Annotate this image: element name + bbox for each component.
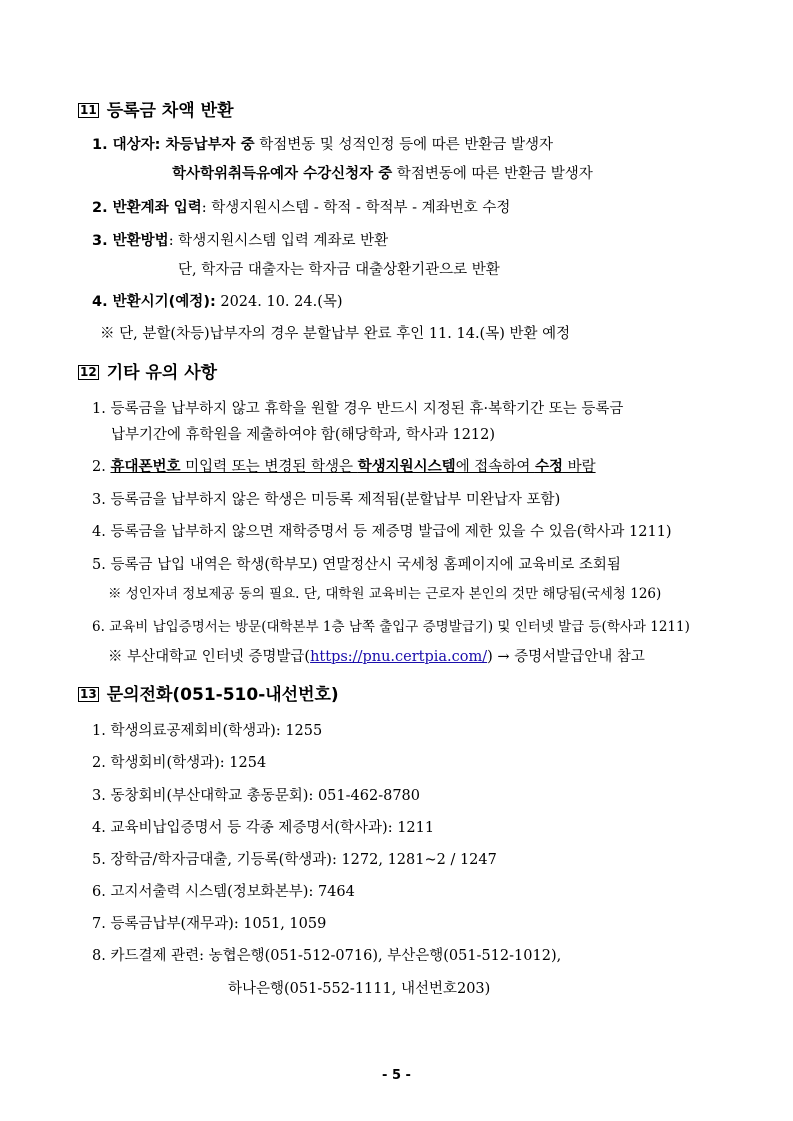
item-text: : 학생지원시스템 입력 계좌로 반환 <box>168 233 389 249</box>
contact-item-7: 7. 등록금납부(재무과): 1051, 1059 <box>92 916 327 932</box>
refund-method-line-2: 단, 학자금 대출자는 학자금 대출상환기관으로 반환 <box>178 262 500 278</box>
notice-item-5-note: ※ 성인자녀 정보제공 동의 필요. 단, 대학원 교육비는 근로자 본인의 것만 해당됨(국세청 126) <box>108 586 662 602</box>
item-text: 미입력 또는 변경된 학생은 <box>180 459 358 475</box>
item-text: : 학생지원시스템 - 학적 - 학적부 - 계좌번호 수정 <box>201 200 511 216</box>
item-label: 4. 반환시기(예정): <box>92 294 216 310</box>
item-emphasis: 학사학위취득유예자 수강신청자 중 <box>172 166 393 182</box>
contact-item-8-line-2: 하나은행(051-552-1111, 내선번호203) <box>228 981 491 997</box>
note-text: ) → 증명서발급안내 참고 <box>487 649 645 665</box>
item-label: 1. 대상자: <box>92 137 166 153</box>
contact-item-6: 6. 고지서출력 시스템(정보화본부): 7464 <box>92 884 355 900</box>
item-number: 2. <box>92 459 111 475</box>
item-text: 학점변동에 따른 반환금 발생자 <box>392 166 593 182</box>
section-number-box: 11 <box>80 103 97 117</box>
refund-method-line <box>92 231 388 251</box>
notice-item-2 <box>92 457 596 477</box>
notice-item-6-note <box>108 647 645 667</box>
notice-item-3: 3. 등록금을 납부하지 않은 학생은 미등록 제적됨(분할납부 미완납자 포함) <box>92 492 561 508</box>
notice-item-4: 4. 등록금을 납부하지 않으면 재학증명서 등 제증명 발급에 제한 있을 수 있음(학사과 1211) <box>92 524 672 540</box>
item-text: 에 접속하여 <box>455 459 535 475</box>
item-emphasis: 차등납부자 중 <box>165 137 255 153</box>
note-text: ※ 부산대학교 인터넷 증명발급( <box>108 649 311 665</box>
section-title: 문의전화(051-510-내선번호) <box>106 685 339 705</box>
section-title: 기타 유의 사항 <box>106 363 218 383</box>
item-text: 바람 <box>562 459 596 475</box>
section-number-box: 13 <box>80 687 97 701</box>
section-11-heading <box>78 100 234 122</box>
item-label: 3. 반환방법 <box>92 233 169 249</box>
refund-note: ※ 단, 분할(차등)납부자의 경우 분할납부 완료 후인 11. 14.(목) 반환 예정 <box>100 326 571 342</box>
item-text: 2024. 10. 24.(목) <box>215 294 343 310</box>
contact-item-8: 8. 카드결제 관련: 농협은행(051-512-0716), 부산은행(051-512-1012), <box>92 948 562 964</box>
item-emphasis: 수정 <box>534 459 563 475</box>
refund-target-line-2 <box>172 164 593 184</box>
section-13-heading <box>78 684 339 706</box>
contact-item-3: 3. 동창회비(부산대학교 총동문회): 051-462-8780 <box>92 788 421 804</box>
section-title: 등록금 차액 반환 <box>106 101 234 121</box>
refund-account-line <box>92 198 510 218</box>
page-number: - 5 - <box>382 1068 411 1083</box>
contact-item-1: 1. 학생의료공제회비(학생과): 1255 <box>92 723 323 739</box>
notice-item-5: 5. 등록금 납입 내역은 학생(학부모) 연말정산시 국세청 홈페이지에 교육비로 조회됨 <box>92 557 621 573</box>
item-text: 학점변동 및 성적인정 등에 따른 반환금 발생자 <box>254 137 554 153</box>
notice-item-1a: 1. 등록금을 납부하지 않고 휴학을 원할 경우 반드시 지정된 휴·복학기간 또는 등록금 <box>92 401 624 417</box>
refund-target-line-1 <box>92 135 553 155</box>
section-12-heading <box>78 362 217 384</box>
item-emphasis: 학생지원시스템 <box>357 459 456 475</box>
contact-item-5: 5. 장학금/학자금대출, 기등록(학생과): 1272, 1281~2 / 1247 <box>92 852 497 868</box>
item-emphasis: 휴대폰번호 <box>110 459 181 475</box>
section-number-box: 12 <box>80 365 97 379</box>
contact-item-2: 2. 학생회비(학생과): 1254 <box>92 755 267 771</box>
notice-item-6: 6. 교육비 납입증명서는 방문(대학본부 1층 남쪽 출입구 증명발급기) 및 인터넷 발급 등(학사과 1211) <box>92 619 690 635</box>
item-label: 2. 반환계좌 입력 <box>92 200 202 216</box>
certpia-link[interactable]: https://pnu.certpia.com/ <box>310 649 488 665</box>
notice-item-1b: 납부기간에 휴학원을 제출하여야 함(해당학과, 학사과 1212) <box>111 427 496 443</box>
contact-item-4: 4. 교육비납입증명서 등 각종 제증명서(학사과): 1211 <box>92 820 435 836</box>
refund-date-line <box>92 292 343 312</box>
